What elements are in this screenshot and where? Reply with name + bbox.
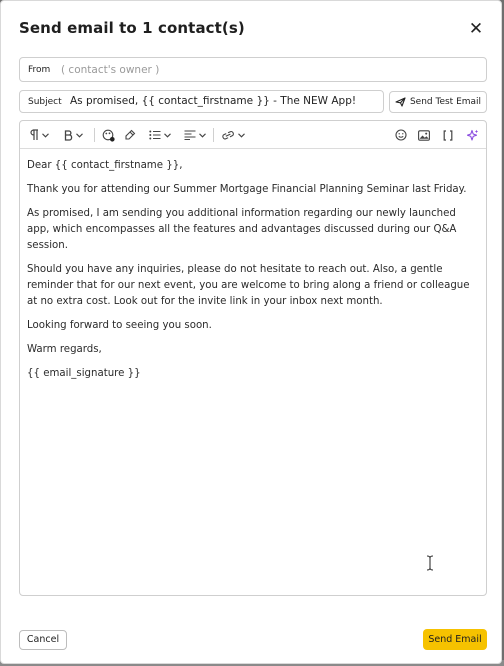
email-editor[interactable]: [19, 120, 487, 596]
chevron-down-icon: [42, 133, 49, 138]
paragraph-icon: [29, 129, 39, 141]
editor-toolbar: [20, 121, 486, 149]
paragraph-format-dropdown[interactable]: [29, 127, 49, 143]
body-paragraph: {{ email_signature }}: [27, 368, 141, 379]
modal-title: Send email to 1 contact(s): [19, 19, 245, 37]
chevron-down-icon: [199, 133, 206, 138]
chevron-down-icon: [76, 133, 83, 138]
from-value: ( contact's owner ): [61, 64, 160, 76]
image-button[interactable]: [418, 127, 430, 143]
link-dropdown[interactable]: [221, 127, 245, 143]
subject-input[interactable]: As promised, {{ contact_firstname }} - The NEW App!: [70, 95, 357, 107]
send-icon: [395, 97, 406, 107]
send-test-email-button[interactable]: [389, 91, 487, 113]
text-color-icon: [102, 129, 115, 142]
text-cursor-icon: [425, 555, 435, 571]
body-paragraph: As promised, I am sending you additional information regarding our newly launched app, which encompasses all the features and advantages discussed during our Q&A session.: [27, 208, 457, 251]
subject-field[interactable]: [19, 90, 384, 113]
from-field[interactable]: [19, 57, 487, 82]
toolbar-divider: [213, 128, 214, 142]
emoji-icon: [395, 129, 407, 141]
send-test-email-label: Send Test Email: [409, 97, 482, 107]
bold-icon: [64, 130, 73, 141]
highlight-button[interactable]: [124, 127, 136, 143]
align-icon: [184, 130, 196, 140]
subject-label: Subject: [28, 97, 62, 107]
list-icon: [149, 130, 161, 140]
ai-sparkle-icon: [466, 129, 479, 142]
bold-dropdown[interactable]: [64, 127, 83, 143]
align-dropdown[interactable]: [184, 127, 206, 143]
email-body[interactable]: [27, 158, 477, 390]
list-dropdown[interactable]: [149, 127, 171, 143]
highlighter-icon: [124, 129, 136, 141]
ai-assist-button[interactable]: [466, 127, 479, 143]
body-paragraph: Dear {{ contact_firstname }},: [27, 160, 183, 171]
text-color-button[interactable]: [102, 127, 115, 143]
merge-field-icon: [443, 130, 453, 141]
emoji-button[interactable]: [395, 127, 407, 143]
body-paragraph: Warm regards,: [27, 344, 102, 355]
body-paragraph: Thank you for attending our Summer Mortgage Financial Planning Seminar last Friday.: [27, 184, 467, 195]
body-paragraph: Looking forward to seeing you soon.: [27, 320, 212, 331]
from-label: From: [28, 65, 51, 75]
toolbar-divider: [94, 128, 95, 142]
body-paragraph: Should you have any inquiries, please do not hesitate to reach out. Also, a gentle reminder that for our next event, you are welcome to bring along a friend or colleague at no extra cost. Look out for the invite link in your inbox next month.: [27, 264, 470, 307]
link-icon: [221, 130, 235, 140]
image-icon: [418, 130, 430, 141]
chevron-down-icon: [238, 133, 245, 138]
send-email-button[interactable]: Send Email: [423, 629, 487, 650]
cancel-button[interactable]: Cancel: [19, 630, 67, 650]
close-icon[interactable]: ✕: [468, 19, 484, 39]
merge-field-button[interactable]: [443, 127, 453, 143]
chevron-down-icon: [164, 133, 171, 138]
